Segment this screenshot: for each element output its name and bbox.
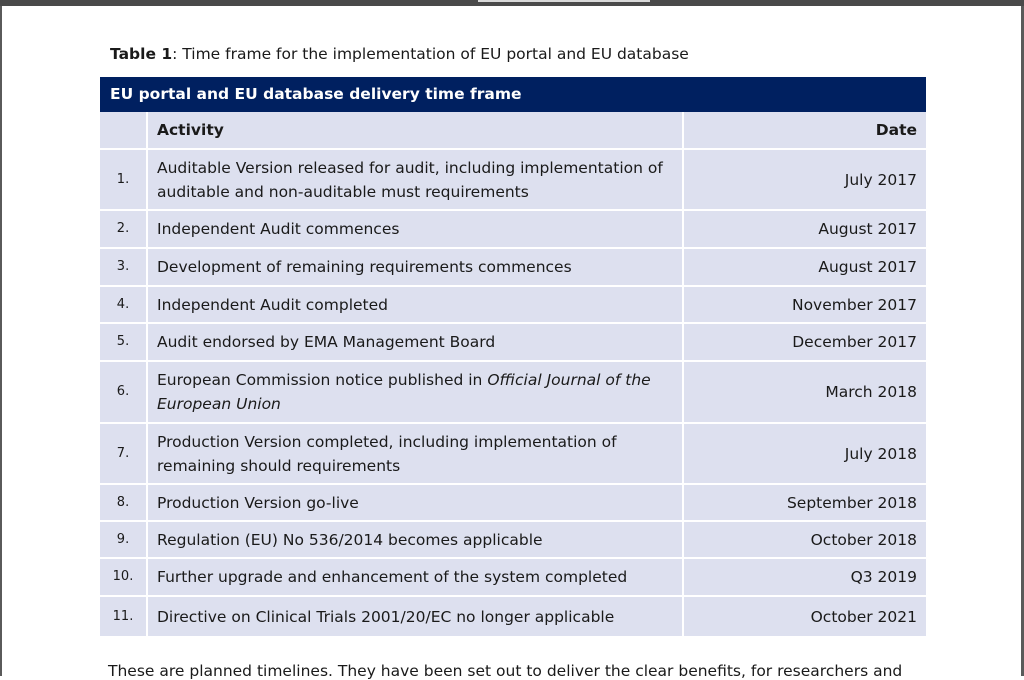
table-row — [100, 424, 926, 485]
caption-text: : Time frame for the implementation of EU portal and EU database — [172, 45, 689, 63]
header-activity: Activity — [148, 112, 684, 148]
row-activity: Directive on Clinical Trials 2001/20/EC no longer applicable — [148, 597, 684, 636]
row-number: 11. — [100, 597, 148, 636]
table-header-row — [100, 112, 926, 150]
header-number-cell — [100, 112, 148, 148]
row-activity: Independent Audit commences — [148, 211, 684, 247]
window-top-bar — [0, 0, 1024, 6]
table-row — [100, 150, 926, 211]
row-date: October 2021 — [810, 607, 917, 626]
row-date: November 2017 — [791, 295, 917, 314]
row-number: 2. — [100, 211, 148, 247]
row-date: December 2017 — [792, 333, 917, 351]
table-title: EU portal and EU database delivery time frame — [100, 77, 926, 112]
window-tab-indicator — [478, 0, 650, 2]
table-row — [100, 211, 926, 249]
row-number: 9. — [100, 522, 148, 557]
row-activity: Audit endorsed by EMA Management Board — [148, 324, 684, 360]
row-activity-text: European Commission notice published in — [157, 371, 488, 389]
window-left-border — [0, 6, 2, 676]
row-number: 7. — [100, 424, 148, 483]
caption-label: Table 1 — [110, 45, 173, 63]
row-date: August 2017 — [818, 258, 917, 276]
row-date: July 2017 — [844, 170, 917, 189]
table-row — [100, 324, 926, 362]
row-date: July 2018 — [844, 444, 917, 463]
table-row — [100, 362, 926, 424]
table-row — [100, 249, 926, 287]
table-row — [100, 559, 926, 597]
row-activity: Further upgrade and enhancement of the system completed — [148, 559, 684, 595]
header-date: Date — [875, 121, 917, 139]
row-number: 5. — [100, 324, 148, 360]
row-activity: Auditable Version released for audit, including implementation of auditable and non-auditable must requirements — [148, 150, 684, 209]
row-activity: Independent Audit completed — [148, 287, 684, 322]
table-row — [100, 522, 926, 559]
row-activity: Regulation (EU) No 536/2014 becomes applicable — [148, 522, 684, 557]
body-paragraph: These are planned timelines. They have been set out to deliver the clear benefits, for researchers and — [108, 662, 903, 680]
row-date: September 2018 — [786, 493, 917, 512]
row-activity — [148, 362, 684, 422]
row-number: 8. — [100, 485, 148, 520]
row-number: 10. — [100, 559, 148, 595]
row-activity: Development of remaining requirements commences — [148, 249, 684, 285]
timeline-table — [100, 77, 926, 636]
row-date: Q3 2019 — [850, 568, 917, 586]
row-number: 4. — [100, 287, 148, 322]
table-row — [100, 485, 926, 522]
table-row — [100, 287, 926, 324]
table-caption — [110, 45, 689, 63]
row-activity: Production Version completed, including implementation of remaining should requirements — [148, 424, 684, 483]
row-date: October 2018 — [810, 530, 917, 549]
row-date: March 2018 — [825, 383, 917, 401]
row-number: 6. — [100, 362, 148, 422]
row-number: 1. — [100, 150, 148, 209]
row-date: August 2017 — [818, 220, 917, 238]
row-number: 3. — [100, 249, 148, 285]
row-activity: Production Version go-live — [148, 485, 684, 520]
journal-title: Official Journal of the European Union — [157, 371, 651, 413]
table-row — [100, 597, 926, 636]
